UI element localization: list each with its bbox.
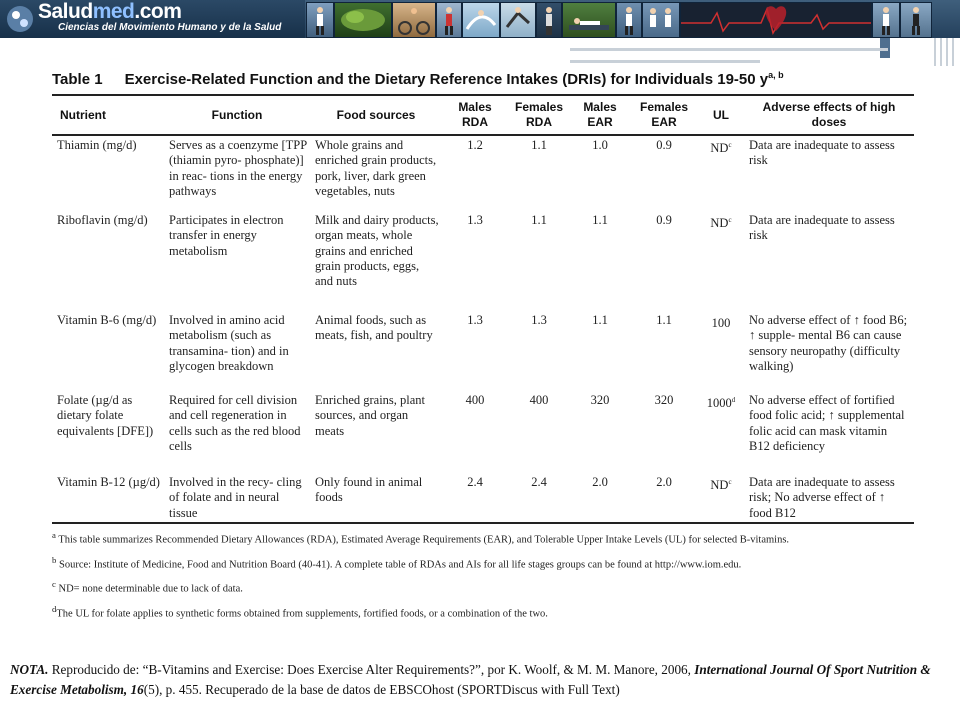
footnote: $^a$ This table summarizes Recommended Dietary Allowances (RDA), Estimated Average Requirements (EAR), and Tolerable Upper Intake Levels (UL) for selected B-vitamins. — [52, 530, 790, 546]
cell-nutrient: Riboflavin (mg/d) — [57, 213, 148, 227]
table-row — [52, 311, 914, 391]
cell-function: Involved in amino acid metabolism (such as transamina- tion) and in glycogen breakdown — [169, 313, 289, 373]
table-footnotes — [52, 528, 914, 621]
nature-photo — [334, 2, 392, 38]
cell-females-rda: 1.1 — [531, 138, 547, 152]
col-header-nutrient: Nutrient — [52, 95, 164, 135]
athlete-photo-6 — [900, 2, 932, 38]
cell-females-rda: 1.1 — [531, 213, 547, 227]
table-title — [52, 70, 914, 94]
footnote: $^c$ ND= none determinable due to lack of data. — [52, 579, 243, 595]
cell-females-ear: 1.1 — [656, 313, 672, 327]
cell-females-ear: 2.0 — [630, 473, 698, 523]
dri-table-figure — [52, 70, 914, 626]
cell-males-ear: 1.1 — [592, 213, 608, 227]
cell-food-sources: Whole grains and enriched grain products, pork, liver, dark green vegetables, nuts — [315, 138, 437, 198]
athlete-photo-3 — [536, 2, 562, 38]
cell-adverse-effects: Data are inadequate to assess risk; No adverse effect of ↑ food B12 — [744, 473, 914, 523]
athlete-photo-5 — [872, 2, 900, 38]
cell-males-ear: 2.0 — [570, 473, 630, 523]
decorative-rule — [570, 60, 760, 63]
cell-ul: $ND^c$ — [710, 141, 732, 156]
col-header-adverse-effects: Adverse effects of high doses — [744, 95, 914, 135]
site-banner — [0, 0, 960, 38]
cell-females-rda: 400 — [529, 393, 549, 407]
cell-adverse-effects: No adverse effect of ↑ food B6; ↑ supple- mental B6 can cause sensory neuropathy (difficulty walking) — [749, 313, 908, 373]
source-citation — [10, 660, 955, 700]
cell-ul: $ND^c$ — [698, 473, 744, 523]
table-row — [52, 211, 914, 311]
cell-females-rda: 1.3 — [531, 313, 547, 327]
table-row — [52, 473, 914, 523]
cell-food-sources: Enriched grains, plant sources, and organ meats — [315, 393, 426, 438]
col-header-females-rda: Females RDA — [508, 95, 570, 135]
cell-function: Involved in the recy- cling of folate and in neural tissue — [164, 473, 310, 523]
cell-ul: $ND^c$ — [710, 216, 732, 231]
table-number: Table 1 — [52, 71, 103, 88]
col-header-ul: UL — [698, 95, 744, 135]
heart-ekg-graphic — [680, 2, 872, 38]
logo-tagline: Ciencias del Movimiento Humano y de la Salud — [58, 22, 282, 33]
citation-text-1: Reproducido de: “B-Vitamins and Exercise: Does Exercise Alter Requirements?”, por K. Woolf, & M. M. Manore, 2006, — [48, 662, 695, 677]
cell-adverse-effects: Data are inadequate to assess risk — [749, 213, 895, 243]
col-header-males-rda: Males RDA — [442, 95, 508, 135]
gymnast-photo — [462, 2, 500, 38]
cell-nutrient: Vitamin B-6 (mg/d) — [57, 313, 157, 327]
cell-function: Serves as a coenzyme [TPP (thiamin pyro- phosphate)] in reac- tions in the energy pathways — [169, 138, 307, 198]
decorative-rule — [570, 48, 888, 51]
cell-males-rda: 400 — [465, 393, 485, 407]
cell-food-sources: Milk and dairy products, organ meats, whole grains and enriched grain products, eggs, and nuts — [315, 213, 439, 289]
table-caption: Exercise-Related Function and the Dietary Reference Intakes (DRIs) for Individuals 19-50 y — [124, 71, 769, 88]
citation-journal: International Journal Of Sport Nutrition & Exercise Metabolism, 16 — [10, 662, 931, 697]
col-header-females-ear: Females EAR — [630, 95, 698, 135]
athlete-photo-1 — [306, 2, 334, 38]
cell-function: Required for cell division and cell regeneration in cells such as the red blood cells — [169, 393, 301, 453]
cell-ul: 100 — [711, 316, 731, 331]
col-header-function: Function — [164, 95, 310, 135]
cell-males-rda: 1.2 — [467, 138, 483, 152]
cell-females-ear: 0.9 — [656, 138, 672, 152]
cell-males-ear: 320 — [590, 393, 610, 407]
footnote: $^b$ Source: Institute of Medicine, Food and Nutrition Board (40-41). A complete table of RDAs and AIs for all life stages groups can be found at http://www.iom.edu. — [52, 554, 742, 570]
cell-males-rda: 1.3 — [467, 313, 483, 327]
cell-males-ear: 1.0 — [592, 138, 608, 152]
logo-wordmark: Saludmed.com — [38, 0, 182, 23]
cell-food-sources: Only found in animal foods — [310, 473, 442, 523]
citation-text-2: (5), p. 455. Recuperado de la base de datos de EBSCOhost (SPORTDiscus with Full Text) — [143, 682, 620, 697]
table-header-row — [52, 95, 914, 135]
cell-nutrient: Vitamin B-12 (µg/d) — [52, 473, 164, 523]
table-row — [52, 391, 914, 473]
cell-females-ear: 0.9 — [656, 213, 672, 227]
athlete-photo-2 — [436, 2, 462, 38]
cell-ul: 1000$^d$ — [706, 396, 736, 411]
col-header-food-sources: Food sources — [310, 95, 442, 135]
cell-food-sources: Animal foods, such as meats, fish, and poultry — [315, 313, 433, 343]
athlete-photo-4 — [616, 2, 642, 38]
site-logo[interactable] — [0, 0, 305, 38]
cell-adverse-effects: No adverse effect of fortified food folic acid; ↑ supplemental folic acid can mask vitamin B12 deficiency — [749, 393, 905, 453]
jump-photo — [500, 2, 536, 38]
table-title-superscript: a, b — [768, 70, 784, 80]
table-row — [52, 135, 914, 211]
cell-adverse-effects: Data are inadequate to assess risk — [749, 138, 895, 168]
cycling-photo — [392, 2, 436, 38]
col-header-males-ear: Males EAR — [570, 95, 630, 135]
logo-icon — [6, 5, 34, 33]
footnote: $^d$The UL for folate applies to synthetic forms obtained from supplements, fortified foods, or a combination of the two. — [52, 603, 548, 619]
runners-photo — [642, 2, 680, 38]
cell-females-ear: 320 — [654, 393, 674, 407]
cell-males-rda: 1.3 — [467, 213, 483, 227]
citation-label: NOTA. — [10, 662, 49, 677]
cell-males-ear: 1.1 — [592, 313, 608, 327]
cell-nutrient: Folate (µg/d as dietary folate equivalents [DFE]) — [57, 393, 154, 438]
cell-males-rda: 2.4 — [442, 473, 508, 523]
cell-females-rda: 2.4 — [508, 473, 570, 523]
cell-nutrient: Thiamin (mg/d) — [57, 138, 137, 152]
dri-table — [52, 94, 914, 524]
cell-function: Participates in electron transfer in energy metabolism — [169, 213, 284, 258]
stretching-photo — [562, 2, 616, 38]
